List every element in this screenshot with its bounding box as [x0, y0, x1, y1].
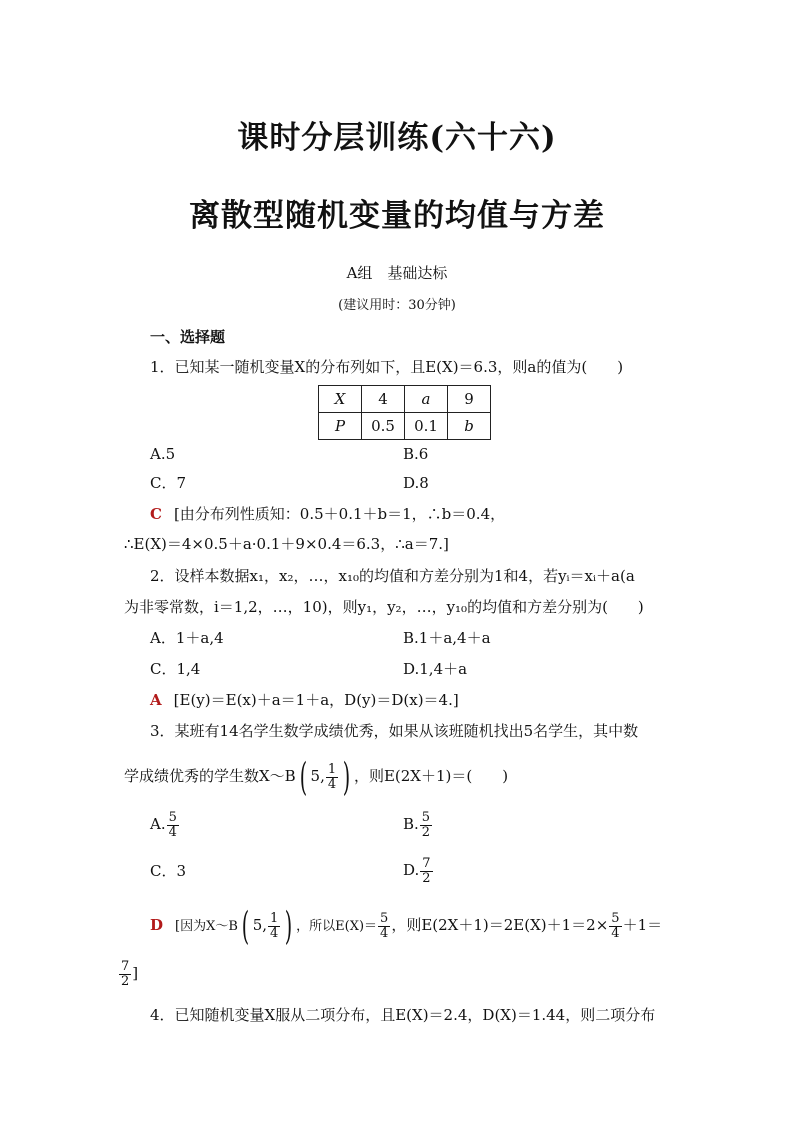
- fraction: $\frac{5}{4}$: [380, 910, 389, 941]
- q3-stem-line1: 3．某班有14名学生数学成绩优秀，如果从该班随机找出5名学生，其中数: [150, 722, 639, 740]
- q3-answer: D: [150, 916, 164, 934]
- q3-option-b: B. $\frac{5}{2}$: [403, 809, 431, 840]
- fraction: $\frac{7}{2}$: [121, 958, 130, 989]
- q1-option-b: B.6: [403, 445, 429, 463]
- section-heading: 一、选择题: [150, 328, 226, 346]
- table-row: [319, 386, 491, 413]
- q1-option-d: D.8: [403, 474, 429, 492]
- q2-option-b: B.1＋a,4＋a: [403, 629, 491, 647]
- fraction: $\frac{5}{4}$: [168, 809, 177, 840]
- q1-stem: 1．已知某一随机变量X的分布列如下，且E(X)＝6.3，则a的值为( ): [150, 358, 624, 376]
- q2-solution: [150, 689, 459, 711]
- q1-solution-line2: ∴E(X)＝4×0.5＋a·0.1＋9×0.4＝6.3，∴a＝7.]: [124, 535, 449, 553]
- fraction: $\frac{1}{4}$: [270, 910, 279, 941]
- distribution-table: [318, 385, 491, 440]
- q1-option-a: A.5: [150, 445, 176, 463]
- q3-option-d: D. $\frac{7}{2}$: [403, 855, 431, 886]
- table-cell: b: [448, 413, 491, 440]
- suggested-time: (建议用时：30分钟): [338, 298, 456, 313]
- fraction: $\frac{7}{2}$: [422, 855, 431, 886]
- q2-option-c: C．1,4: [150, 660, 201, 678]
- table-cell: 4: [362, 386, 405, 413]
- q2-stem-line1: 2．设样本数据x₁，x₂，…，x₁₀的均值和方差分别为1和4，若yᵢ＝xᵢ＋a(a: [150, 567, 635, 585]
- table-cell: 0.1: [405, 413, 448, 440]
- q2-option-a: A．1＋a,4: [150, 629, 224, 647]
- table-cell: 0.5: [362, 413, 405, 440]
- q3-option-a: A. $\frac{5}{4}$: [150, 809, 177, 840]
- fraction: $\frac{5}{2}$: [421, 809, 431, 840]
- q3-stem-line2: 学成绩优秀的学生数X～B( 5, $\frac{1}{4}$ ) ，则E(2X＋1)＝( ): [124, 755, 509, 799]
- fraction: $\frac{5}{4}$: [611, 910, 620, 941]
- q3-option-c: C．3: [150, 862, 187, 880]
- q1-solution: [150, 503, 505, 525]
- q2-answer: A: [150, 691, 162, 709]
- q2-solution-text: [E(y)＝E(x)＋a＝1＋a，D(y)＝D(x)＝4.]: [173, 691, 459, 709]
- table-row: [319, 413, 491, 440]
- q2-stem-line2: 为非零常数，i＝1,2，…，10)，则y₁，y₂，…，y₁₀的均值和方差分别为( ): [124, 598, 644, 616]
- q1-option-c: C．7: [150, 474, 187, 492]
- table-cell: P: [319, 413, 362, 440]
- q1-answer: C: [150, 505, 162, 523]
- q3-solution-tail: $\frac{7}{2}$ ]: [121, 958, 139, 989]
- page-subtitle: 离散型随机变量的均值与方差: [189, 198, 605, 234]
- group-label: A组 基础达标: [346, 264, 448, 282]
- q2-option-d: D.1,4＋a: [403, 660, 468, 678]
- fraction: $\frac{1}{4}$: [327, 761, 337, 792]
- q1-solution-line1: [由分布列性质知：0.5＋0.1＋b＝1，∴b＝0.4，: [173, 505, 506, 523]
- page-title: 课时分层训练(六十六): [237, 120, 557, 156]
- table-cell: X: [319, 386, 362, 413]
- table-cell: a: [405, 386, 448, 413]
- q4-stem: 4．已知随机变量X服从二项分布，且E(X)＝2.4，D(X)＝1.44，则二项分布: [150, 1006, 656, 1024]
- q3-solution: D [因为X～B( 5, $\frac{1}{4}$ ) ，所以E(X)＝ $\frac{5}{4}$ ，则E(2X＋1)＝2E(X)＋1＝2× $\frac{5}{4}$ ＋1＝: [150, 904, 663, 948]
- table-cell: 9: [448, 386, 491, 413]
